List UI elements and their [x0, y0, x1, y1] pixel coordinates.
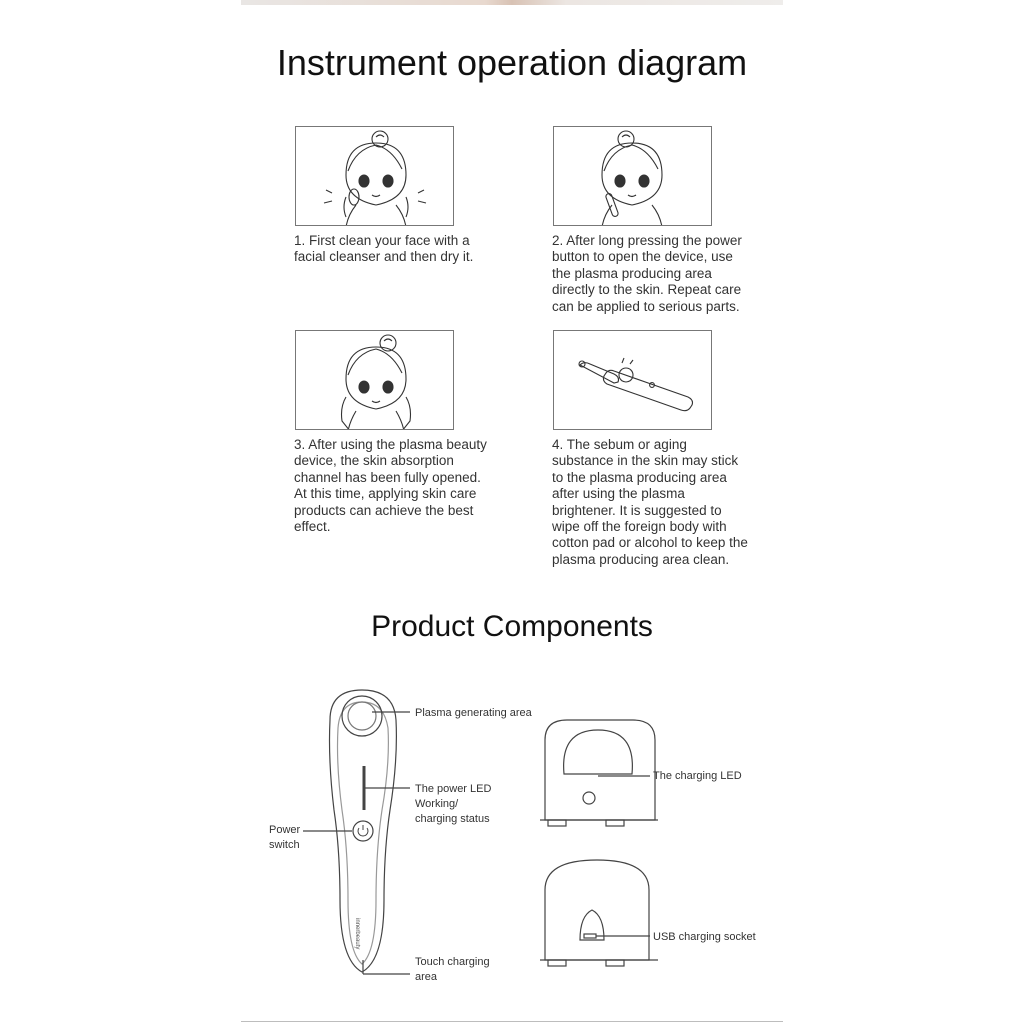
label-power-switch-2: switch — [269, 839, 300, 851]
label-plasma-area: Plasma generating area — [415, 707, 532, 719]
step-1-text: 1. First clean your face with a facial cleanser and then dry it. — [294, 233, 474, 265]
power-button-icon — [353, 821, 373, 841]
label-power-switch-1: Power — [269, 824, 301, 836]
step-2-text: 2. After long pressing the power button to open the device, use the plasma producing area directly to the skin. Repeat care can be applied to serious parts. — [552, 233, 742, 314]
operation-heading: Instrument operation diagram — [276, 42, 748, 83]
step-4-text: 4. The sebum or aging substance in the skin may stick to the plasma producing area after using the plasma brightener. It is suggested to wipe off the foreign body with cotton pad or alcohol to keep the plasma producing area clean. — [552, 437, 748, 567]
usb-socket-icon — [584, 934, 596, 938]
charging-dock — [545, 720, 655, 820]
label-power-led-2: Working/ — [415, 798, 459, 810]
label-touch-charging-2: area — [415, 971, 438, 983]
charging-base — [545, 860, 649, 960]
step-3-text: 3. After using the plasma beauty device, the skin absorption channel has been fully opened. At this time, applying skin care products can achieve the best effect. — [294, 437, 487, 535]
label-usb-socket: USB charging socket — [653, 931, 756, 943]
label-charging-led: The charging LED — [653, 770, 742, 782]
components-heading: Product Components — [371, 610, 653, 643]
label-touch-charging-1: Touch charging — [415, 956, 490, 968]
charging-led-icon — [583, 792, 595, 804]
device-brand-text: innerbeauty — [354, 918, 360, 950]
label-power-led-3: charging status — [415, 813, 490, 825]
label-power-led-1: The power LED — [415, 783, 492, 795]
bottom-divider — [241, 1021, 783, 1022]
